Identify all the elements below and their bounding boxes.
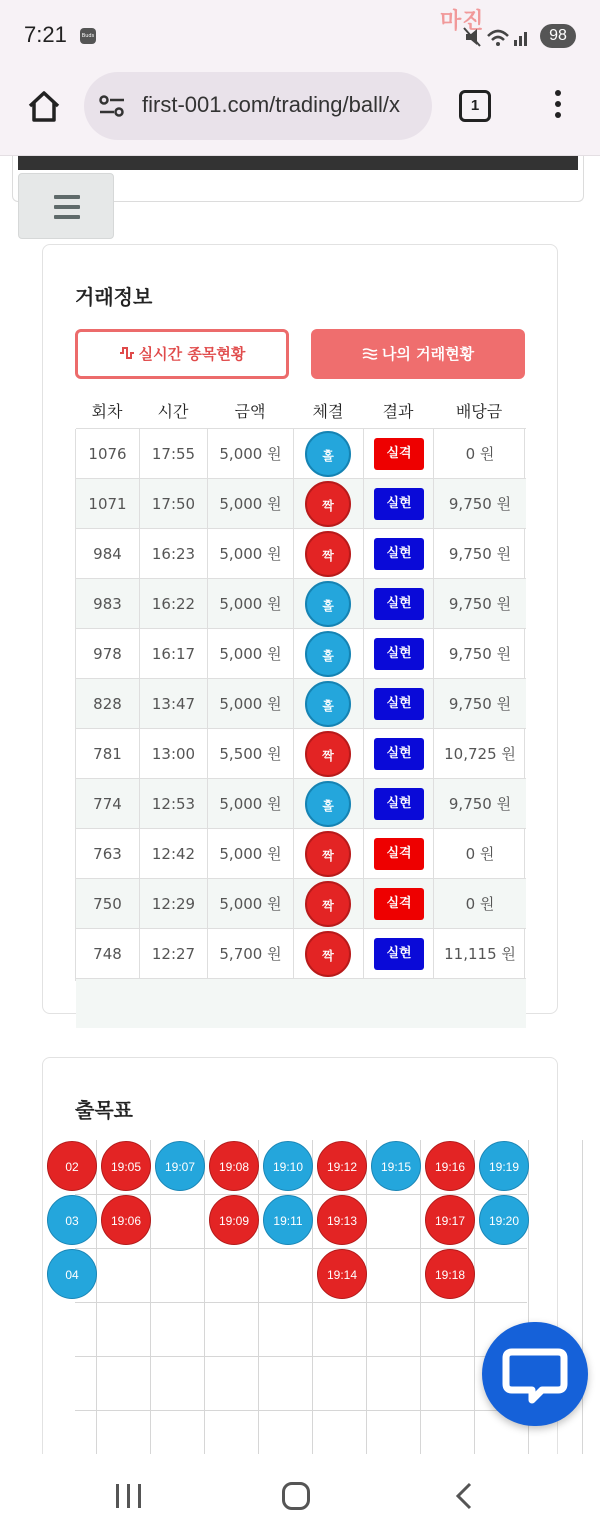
result-ball: 19:20 (479, 1195, 529, 1245)
cell-amount: 5,000 원 (208, 429, 294, 479)
cell-result (364, 529, 434, 579)
cell-time: 16:22 (140, 579, 208, 629)
table-row[interactable] (76, 678, 526, 728)
result-ball: 19:06 (101, 1195, 151, 1245)
result-ball: 19:05 (101, 1141, 151, 1191)
col-result: 결과 (382, 402, 414, 421)
back-icon[interactable] (452, 1482, 476, 1510)
pick-ball: 홀 (305, 431, 351, 477)
pick-ball: 홀 (305, 781, 351, 827)
grid-line (366, 1140, 367, 1478)
cell-amount: 5,000 원 (208, 529, 294, 579)
grid-line (258, 1140, 259, 1478)
cell-round: 978 (76, 629, 140, 679)
recent-apps-icon[interactable] (116, 1484, 144, 1508)
cell-pick (294, 929, 364, 979)
col-payout: 배당금 (455, 402, 503, 421)
result-ball: 19:07 (155, 1141, 205, 1191)
result-ball: 19:11 (263, 1195, 313, 1245)
cell-time: 13:00 (140, 729, 208, 779)
battery-indicator: 98 (540, 24, 576, 48)
cell-payout: 9,750 원 (448, 595, 512, 613)
cell-amount: 5,000 원 (208, 779, 294, 829)
cell-result (364, 479, 434, 529)
table-row[interactable] (76, 478, 526, 528)
cell-time: 17:55 (140, 429, 208, 479)
cell-result (364, 679, 434, 729)
watermark-logo: 마진 (440, 9, 485, 34)
cell-amount: 5,000 원 (208, 479, 294, 529)
nav-home-icon[interactable] (282, 1482, 310, 1510)
result-badge: 실현 (374, 638, 424, 670)
live-status-label: 실시간 종목현황 (138, 345, 246, 363)
cell-pick (294, 529, 364, 579)
cell-pick (294, 579, 364, 629)
result-badge: 실현 (374, 938, 424, 970)
result-badge: 실현 (374, 738, 424, 770)
col-pick: 체결 (312, 402, 344, 421)
waves-icon (362, 348, 378, 360)
cell-time: 16:17 (140, 629, 208, 679)
pick-ball: 짝 (305, 881, 351, 927)
pick-ball: 짝 (305, 931, 351, 977)
cell-amount: 5,700 원 (208, 929, 294, 979)
cell-amount: 5,500 원 (208, 729, 294, 779)
grid-line (75, 1194, 527, 1195)
grid-line (312, 1140, 313, 1478)
my-trades-button[interactable] (311, 329, 525, 379)
result-ball: 19:14 (317, 1249, 367, 1299)
more-vert-icon[interactable] (552, 86, 564, 126)
url-text[interactable]: first-001.com/trading/ball/x (142, 92, 400, 117)
cell-payout: 9,750 원 (448, 645, 512, 663)
result-ball: 04 (47, 1249, 97, 1299)
table-row[interactable] (76, 628, 526, 678)
cell-time: 12:29 (140, 879, 208, 929)
cell-pick (294, 879, 364, 929)
cell-payout: 0 원 (465, 895, 495, 913)
result-badge: 실현 (374, 488, 424, 520)
cell-amount: 5,000 원 (208, 579, 294, 629)
cell-payout: 10,725 원 (444, 745, 516, 763)
pick-ball: 홀 (305, 581, 351, 627)
result-ball: 19:15 (371, 1141, 421, 1191)
pick-ball: 홀 (305, 681, 351, 727)
result-badge: 실격 (374, 888, 424, 920)
cell-result (364, 879, 434, 929)
grid-line (204, 1140, 205, 1478)
cell-result (364, 929, 434, 979)
cell-round: 1071 (76, 479, 140, 529)
table-row-partial (76, 978, 526, 1028)
cell-pick (294, 479, 364, 529)
pick-ball: 짝 (305, 831, 351, 877)
cell-time: 16:23 (140, 529, 208, 579)
cell-pick (294, 829, 364, 879)
grid-line (474, 1140, 475, 1478)
pulse-icon (119, 346, 135, 360)
result-ball: 19:16 (425, 1141, 475, 1191)
system-nav-bar (0, 1454, 600, 1537)
col-amount: 금액 (234, 402, 266, 421)
trade-table-header (75, 395, 525, 429)
status-bar (0, 0, 600, 72)
cell-amount: 5,000 원 (208, 879, 294, 929)
my-trades-label: 나의 거래현황 (381, 345, 475, 363)
cell-payout: 0 원 (465, 445, 495, 463)
status-time: 7:21 (24, 22, 67, 47)
table-row[interactable] (76, 528, 526, 578)
table-row[interactable] (76, 878, 526, 928)
grid-line (582, 1140, 583, 1478)
pick-ball: 홀 (305, 631, 351, 677)
cell-pick (294, 729, 364, 779)
grid-line (420, 1140, 421, 1478)
cell-result (364, 429, 434, 479)
result-badge: 실현 (374, 538, 424, 570)
result-chart-card (42, 1057, 558, 1477)
cell-payout: 0 원 (465, 845, 495, 863)
browser-toolbar (0, 72, 600, 156)
cell-pick (294, 679, 364, 729)
table-row[interactable] (76, 778, 526, 828)
table-row[interactable] (76, 578, 526, 628)
cell-time: 12:42 (140, 829, 208, 879)
col-time: 시간 (157, 402, 189, 421)
table-row[interactable] (76, 828, 526, 878)
trade-card-title: 거래정보 (75, 285, 153, 309)
result-ball: 19:13 (317, 1195, 367, 1245)
cell-payout: 9,750 원 (448, 695, 512, 713)
pick-ball: 짝 (305, 481, 351, 527)
col-round: 회차 (91, 402, 123, 421)
grid-line (75, 1248, 527, 1249)
result-ball: 03 (47, 1195, 97, 1245)
tune-icon[interactable] (98, 94, 126, 118)
cell-result (364, 779, 434, 829)
cell-time: 12:53 (140, 779, 208, 829)
result-ball: 19:10 (263, 1141, 313, 1191)
cell-pick (294, 779, 364, 829)
url-bar[interactable] (84, 72, 432, 140)
cell-round: 984 (76, 529, 140, 579)
home-icon[interactable] (24, 86, 64, 126)
result-badge: 실현 (374, 588, 424, 620)
cell-payout: 9,750 원 (448, 495, 512, 513)
live-status-button[interactable] (75, 329, 289, 379)
cell-round: 750 (76, 879, 140, 929)
result-badge: 실격 (374, 838, 424, 870)
result-badge: 실현 (374, 788, 424, 820)
trade-info-card (42, 244, 558, 1014)
pick-ball: 짝 (305, 731, 351, 777)
mute-wifi-signal-icon (462, 26, 532, 52)
cell-result (364, 579, 434, 629)
table-row[interactable] (76, 728, 526, 778)
chat-bubble-icon[interactable] (482, 1322, 588, 1426)
tabs-icon[interactable]: 1 (459, 90, 491, 122)
grid-line (75, 1302, 527, 1303)
result-ball: 02 (47, 1141, 97, 1191)
cell-time: 13:47 (140, 679, 208, 729)
cell-time: 17:50 (140, 479, 208, 529)
cell-round: 781 (76, 729, 140, 779)
cell-result (364, 829, 434, 879)
grid-line (528, 1140, 529, 1478)
result-ball: 19:09 (209, 1195, 259, 1245)
cell-round: 763 (76, 829, 140, 879)
pick-ball: 짝 (305, 531, 351, 577)
grid-line (150, 1140, 151, 1478)
result-grid (65, 1140, 527, 1478)
cell-payout: 11,115 원 (444, 945, 516, 963)
result-ball: 19:19 (479, 1141, 529, 1191)
cell-round: 828 (76, 679, 140, 729)
cell-time: 12:27 (140, 929, 208, 979)
cell-result (364, 629, 434, 679)
cell-round: 748 (76, 929, 140, 979)
result-ball: 19:12 (317, 1141, 367, 1191)
result-ball: 19:17 (425, 1195, 475, 1245)
cell-round: 983 (76, 579, 140, 629)
cell-pick (294, 629, 364, 679)
grid-line (75, 1410, 527, 1411)
cell-pick (294, 429, 364, 479)
result-ball: 19:18 (425, 1249, 475, 1299)
hamburger-icon[interactable] (18, 173, 114, 239)
header-dark-strip (18, 156, 578, 170)
result-badge: 실현 (374, 688, 424, 720)
table-row[interactable] (76, 928, 526, 978)
buds-icon: Buds (80, 28, 96, 44)
cell-payout: 9,750 원 (448, 795, 512, 813)
cell-round: 774 (76, 779, 140, 829)
grid-line (75, 1356, 527, 1357)
cell-amount: 5,000 원 (208, 829, 294, 879)
cell-round: 1076 (76, 429, 140, 479)
table-row[interactable] (76, 428, 526, 478)
cell-amount: 5,000 원 (208, 629, 294, 679)
cell-payout: 9,750 원 (448, 545, 512, 563)
result-badge: 실격 (374, 438, 424, 470)
cell-result (364, 729, 434, 779)
chart-card-title: 출목표 (75, 1098, 133, 1122)
cell-amount: 5,000 원 (208, 679, 294, 729)
trade-table-body[interactable] (75, 429, 525, 981)
result-ball: 19:08 (209, 1141, 259, 1191)
grid-line (96, 1140, 97, 1478)
